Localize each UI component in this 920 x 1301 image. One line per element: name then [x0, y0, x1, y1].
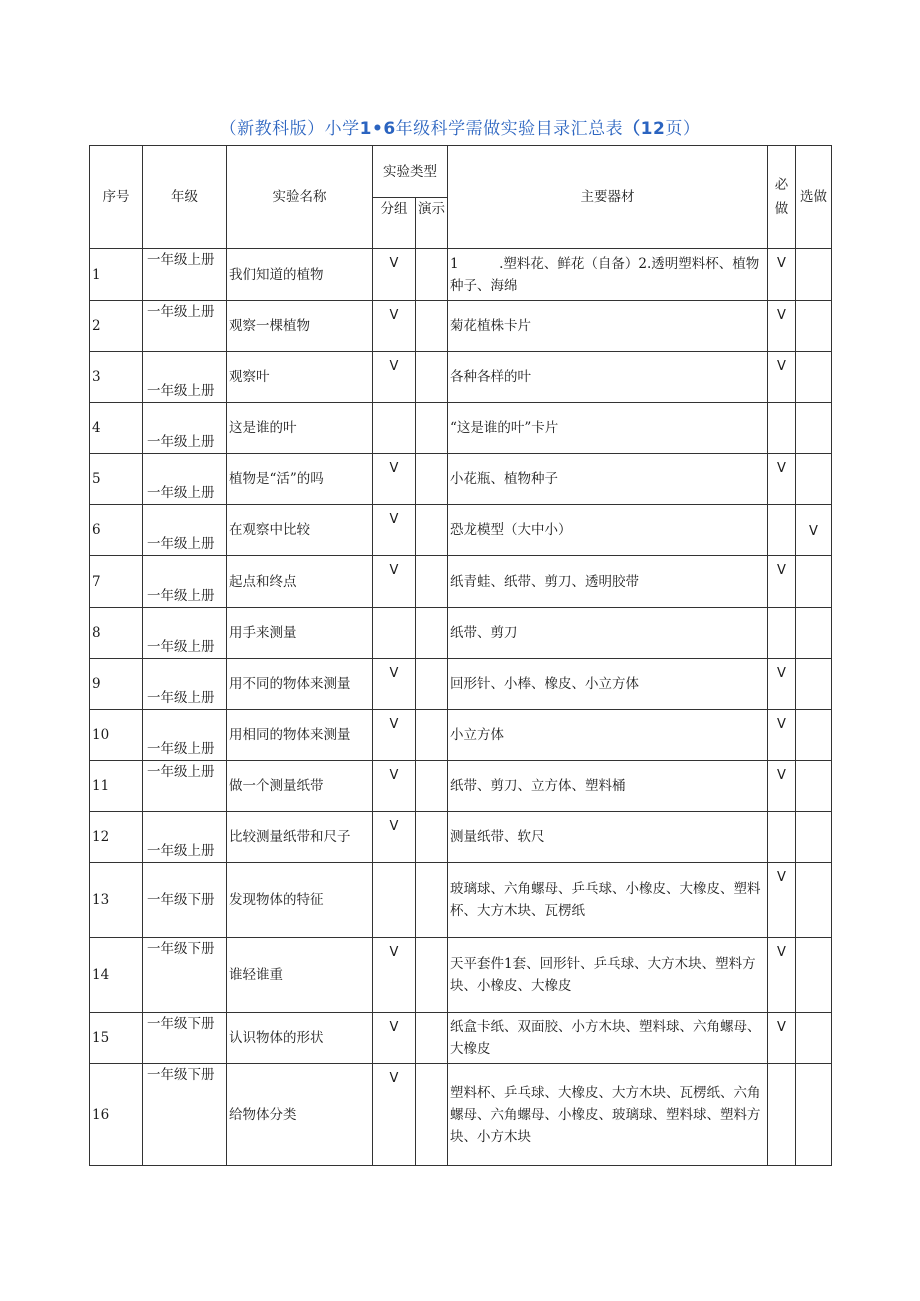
- row-group-check: V: [373, 659, 416, 710]
- row-group-check: V: [373, 505, 416, 556]
- row-name: 做一个测量纸带: [227, 761, 373, 812]
- row-optional-check: [796, 301, 832, 352]
- row-group-check: V: [373, 1064, 416, 1166]
- row-name: 用手来测量: [227, 608, 373, 659]
- row-materials: 小立方体: [448, 710, 768, 761]
- row-materials: 玻璃球、六角螺母、乒乓球、小橡皮、大橡皮、塑料杯、大方木块、瓦楞纸: [448, 863, 768, 938]
- row-grade: 一年级上册: [143, 556, 227, 608]
- table-row: [90, 710, 832, 761]
- row-required-check: V: [768, 301, 796, 352]
- row-materials: 小花瓶、植物种子: [448, 454, 768, 505]
- header-row: [90, 146, 832, 198]
- row-number: 15: [90, 1013, 143, 1064]
- header-materials: 主要器材: [448, 146, 768, 249]
- row-required-check: V: [768, 761, 796, 812]
- row-number: 3: [90, 352, 143, 403]
- row-grade: 一年级上册: [143, 710, 227, 761]
- row-grade: 一年级上册: [143, 301, 227, 352]
- row-materials: 测量纸带、软尺: [448, 812, 768, 863]
- row-number: 5: [90, 454, 143, 505]
- row-demo-check: [416, 556, 448, 608]
- row-grade: 一年级上册: [143, 352, 227, 403]
- table-row: [90, 454, 832, 505]
- row-grade: 一年级下册: [143, 938, 227, 1013]
- row-optional-check: [796, 659, 832, 710]
- row-demo-check: [416, 863, 448, 938]
- row-required-check: [768, 505, 796, 556]
- row-number: 10: [90, 710, 143, 761]
- row-demo-check: [416, 761, 448, 812]
- row-demo-check: [416, 812, 448, 863]
- table-row: [90, 556, 832, 608]
- row-name: 在观察中比较: [227, 505, 373, 556]
- title-prefix: （新教科版）小学: [219, 119, 360, 139]
- row-optional-check: [796, 938, 832, 1013]
- row-demo-check: [416, 454, 448, 505]
- table-row: [90, 761, 832, 812]
- row-name: 观察一棵植物: [227, 301, 373, 352]
- row-name: 发现物体的特征: [227, 863, 373, 938]
- row-number: 13: [90, 863, 143, 938]
- table-row: [90, 352, 832, 403]
- row-required-check: [768, 403, 796, 454]
- row-materials: 纸带、剪刀、立方体、塑料桶: [448, 761, 768, 812]
- row-optional-check: [796, 1064, 832, 1166]
- row-optional-check: [796, 1013, 832, 1064]
- row-required-check: V: [768, 1013, 796, 1064]
- row-required-check: V: [768, 556, 796, 608]
- row-group-check: V: [373, 812, 416, 863]
- row-name: 植物是“活”的吗: [227, 454, 373, 505]
- row-group-check: V: [373, 352, 416, 403]
- header-optional: 选做: [796, 146, 832, 249]
- row-number: 9: [90, 659, 143, 710]
- row-grade: 一年级下册: [143, 863, 227, 938]
- row-group-check: V: [373, 761, 416, 812]
- row-number: 2: [90, 301, 143, 352]
- table-row: [90, 1013, 832, 1064]
- table-row: [90, 938, 832, 1013]
- row-group-check: V: [373, 1013, 416, 1064]
- row-name: 认识物体的形状: [227, 1013, 373, 1064]
- row-grade: 一年级上册: [143, 403, 227, 454]
- row-grade: 一年级上册: [143, 761, 227, 812]
- header-name: 实验名称: [227, 146, 373, 249]
- header-grade: 年级: [143, 146, 227, 249]
- row-required-check: V: [768, 938, 796, 1013]
- row-materials: 塑料杯、乒乓球、大橡皮、大方木块、瓦楞纸、六角螺母、六角螺母、小橡皮、玻璃球、塑料球、塑料方块、小方木块: [448, 1064, 768, 1166]
- row-name: 用不同的物体来测量: [227, 659, 373, 710]
- row-required-check: V: [768, 863, 796, 938]
- row-demo-check: [416, 659, 448, 710]
- header-group: 分组: [373, 198, 416, 249]
- row-materials: 1 .塑料花、鲜花（自备）2.透明塑料杯、植物种子、海绵: [448, 249, 768, 301]
- row-materials: 纸青蛙、纸带、剪刀、透明胶带: [448, 556, 768, 608]
- row-demo-check: [416, 505, 448, 556]
- row-demo-check: [416, 403, 448, 454]
- row-grade: 一年级上册: [143, 249, 227, 301]
- table-row: [90, 863, 832, 938]
- table-row: [90, 812, 832, 863]
- row-number: 1: [90, 249, 143, 301]
- row-required-check: [768, 1064, 796, 1166]
- row-required-check: V: [768, 710, 796, 761]
- row-demo-check: [416, 249, 448, 301]
- page-title: [0, 114, 920, 139]
- row-demo-check: [416, 1013, 448, 1064]
- row-grade: 一年级下册: [143, 1013, 227, 1064]
- row-name: 观察叶: [227, 352, 373, 403]
- row-demo-check: [416, 301, 448, 352]
- header-required: 必做: [768, 146, 796, 249]
- row-name: 谁轻谁重: [227, 938, 373, 1013]
- row-demo-check: [416, 608, 448, 659]
- row-name: 起点和终点: [227, 556, 373, 608]
- row-group-check: V: [373, 249, 416, 301]
- row-optional-check: [796, 761, 832, 812]
- row-optional-check: [796, 863, 832, 938]
- row-materials: 各种各样的叶: [448, 352, 768, 403]
- row-demo-check: [416, 1064, 448, 1166]
- table-row: [90, 659, 832, 710]
- row-group-check: V: [373, 556, 416, 608]
- table-row: [90, 301, 832, 352]
- row-demo-check: [416, 352, 448, 403]
- row-group-check: V: [373, 710, 416, 761]
- row-materials: 回形针、小棒、橡皮、小立方体: [448, 659, 768, 710]
- row-grade: 一年级上册: [143, 659, 227, 710]
- row-group-check: V: [373, 454, 416, 505]
- row-required-check: V: [768, 659, 796, 710]
- row-materials: 纸盒卡纸、双面胶、小方木块、塑料球、六角螺母、大橡皮: [448, 1013, 768, 1064]
- row-optional-check: [796, 710, 832, 761]
- row-name: 我们知道的植物: [227, 249, 373, 301]
- row-materials: 恐龙模型（大中小）: [448, 505, 768, 556]
- row-optional-check: [796, 403, 832, 454]
- row-number: 16: [90, 1064, 143, 1166]
- row-group-check: V: [373, 301, 416, 352]
- title-range: 1•6: [359, 119, 396, 139]
- row-grade: 一年级上册: [143, 505, 227, 556]
- row-demo-check: [416, 710, 448, 761]
- row-group-check: [373, 403, 416, 454]
- table-row: [90, 505, 832, 556]
- row-group-check: [373, 608, 416, 659]
- row-required-check: [768, 608, 796, 659]
- row-name: 给物体分类: [227, 1064, 373, 1166]
- title-pages: （12: [623, 119, 666, 139]
- row-materials: 纸带、剪刀: [448, 608, 768, 659]
- row-name: 比较测量纸带和尺子: [227, 812, 373, 863]
- row-required-check: V: [768, 249, 796, 301]
- row-grade: 一年级下册: [143, 1064, 227, 1166]
- table-row: [90, 249, 832, 301]
- row-optional-check: [796, 556, 832, 608]
- title-suffix: 页）: [665, 119, 701, 139]
- row-optional-check: [796, 608, 832, 659]
- title-middle: 年级科学需做实验目录汇总表: [395, 119, 624, 139]
- header-type: 实验类型: [373, 146, 448, 198]
- row-materials: 菊花植株卡片: [448, 301, 768, 352]
- row-materials: 天平套件1套、回形针、乒乓球、大方木块、塑料方块、小橡皮、大橡皮: [448, 938, 768, 1013]
- row-optional-check: [796, 454, 832, 505]
- row-number: 4: [90, 403, 143, 454]
- row-required-check: [768, 812, 796, 863]
- table-row: [90, 403, 832, 454]
- row-optional-check: [796, 812, 832, 863]
- experiment-table: [89, 145, 832, 1166]
- table-row: [90, 1064, 832, 1166]
- row-number: 8: [90, 608, 143, 659]
- row-number: 7: [90, 556, 143, 608]
- row-number: 11: [90, 761, 143, 812]
- row-optional-check: V: [796, 505, 832, 556]
- row-number: 14: [90, 938, 143, 1013]
- row-demo-check: [416, 938, 448, 1013]
- table-row: [90, 608, 832, 659]
- row-required-check: V: [768, 454, 796, 505]
- row-materials: “这是谁的叶”卡片: [448, 403, 768, 454]
- row-name: 这是谁的叶: [227, 403, 373, 454]
- row-group-check: [373, 863, 416, 938]
- row-number: 6: [90, 505, 143, 556]
- header-demo: 演示: [416, 198, 448, 249]
- row-grade: 一年级上册: [143, 812, 227, 863]
- row-optional-check: [796, 352, 832, 403]
- row-grade: 一年级上册: [143, 608, 227, 659]
- row-name: 用相同的物体来测量: [227, 710, 373, 761]
- row-group-check: V: [373, 938, 416, 1013]
- row-optional-check: [796, 249, 832, 301]
- row-required-check: V: [768, 352, 796, 403]
- header-seq: 序号: [90, 146, 143, 249]
- row-grade: 一年级上册: [143, 454, 227, 505]
- row-number: 12: [90, 812, 143, 863]
